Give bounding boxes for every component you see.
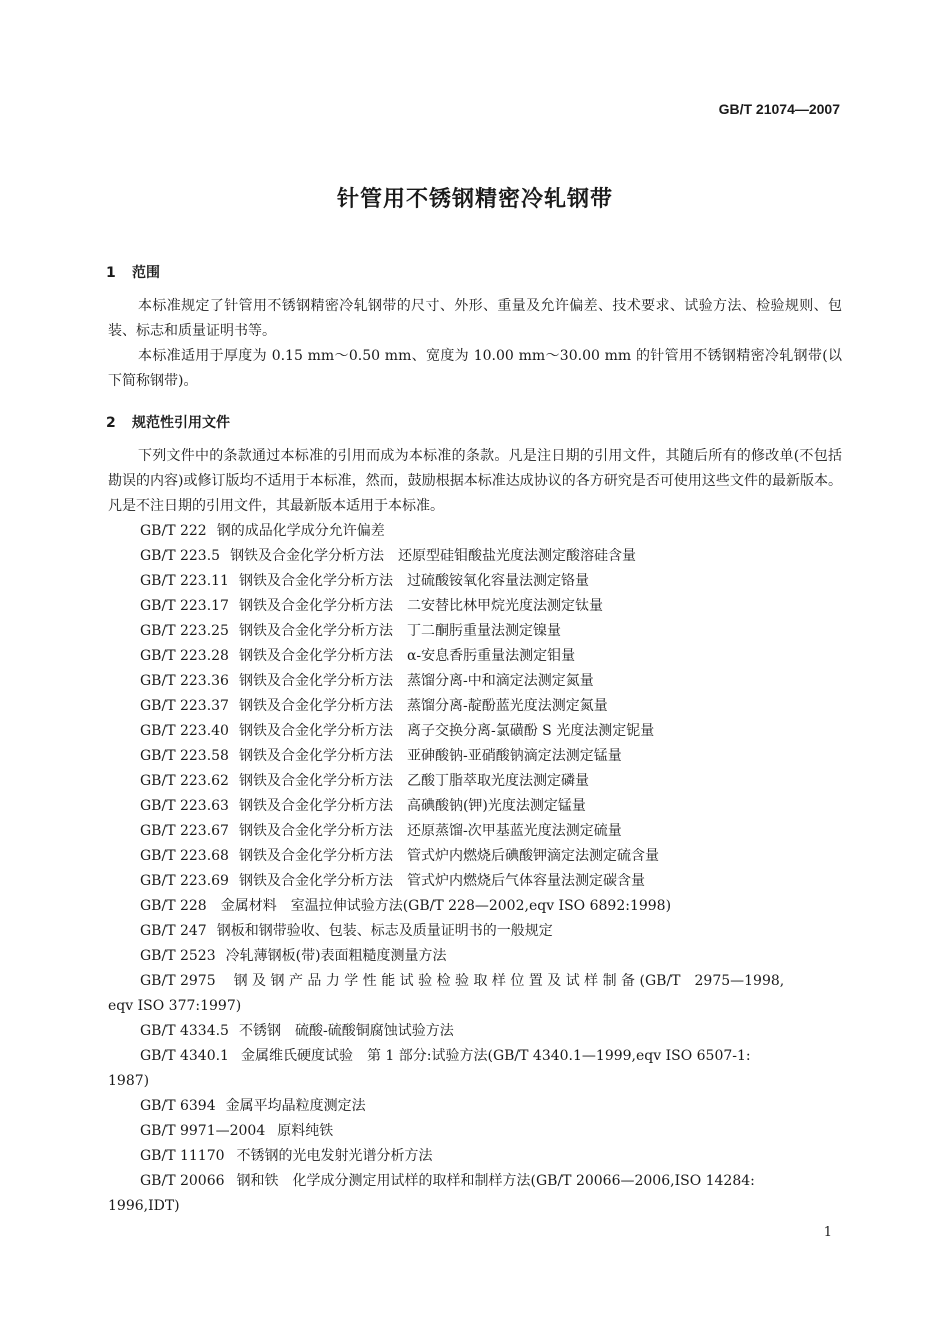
reference-item [140,669,594,694]
reference-title: 钢铁及合金化学分析方法 离子交换分离-氯磺酚 S 光度法测定铌量 [238,723,655,739]
reference-item [140,969,784,994]
reference-item [140,844,659,869]
reference-code: GB/T 223.62 [140,773,229,789]
reference-item [140,1044,751,1069]
reference-code: GB/T 223.36 [140,673,229,689]
reference-title: 金属维氏硬度试验 第 1 部分:试验方法(GB/T 4340.1—1999,eqv ISO 6507-1: [240,1048,751,1064]
reference-item [140,794,586,819]
reference-code: GB/T 223.25 [140,623,229,639]
scope-paragraph-2: 本标准适用于厚度为 0.15 mm～0.50 mm、宽度为 10.00 mm～30.00 mm 的针管用不锈钢精密冷轧钢带(以下简称钢带)。 [108,348,842,389]
reference-item [140,594,603,619]
reference-title: 金属平均晶粒度测定法 [225,1098,366,1114]
reference-code: GB/T 228 [140,898,207,914]
reference-title: 钢铁及合金化学分析方法 管式炉内燃烧后气体容量法测定碳含量 [238,873,645,889]
reference-item [140,744,622,769]
reference-code: GB/T 223.63 [140,798,229,814]
reference-title: 钢铁及合金化学分析方法 还原蒸馏-次甲基蓝光度法测定硫量 [238,823,622,839]
section-heading-normative-references [106,412,230,432]
reference-code: GB/T 223.58 [140,748,229,764]
reference-continuation: 1996,IDT) [108,1198,180,1214]
section-title: 范围 [132,265,160,281]
reference-item [140,544,636,569]
reference-item [140,919,553,944]
reference-title: 钢铁及合金化学分析方法 亚砷酸钠-亚硝酸钠滴定法测定锰量 [238,748,622,764]
reference-title: 钢 及 钢 产 品 力 学 性 能 试 验 检 验 取 样 位 置 及 试 样 制 备 (GB/T 2975—1998, [233,973,785,989]
reference-code: GB/T 4340.1 [140,1048,229,1064]
reference-title: 冷轧薄钢板(带)表面粗糙度测量方法 [225,948,447,964]
document-title: 针管用不锈钢精密冷轧钢带 [336,187,613,212]
reference-item [140,1119,333,1144]
reference-code: GB/T 4334.5 [140,1023,229,1039]
reference-code: GB/T 6394 [140,1098,216,1114]
reference-title: 钢和铁 化学成分测定用试样的取样和制样方法(GB/T 20066—2006,ISO 14284: [236,1173,755,1189]
reference-item [140,769,589,794]
reference-code: GB/T 223.17 [140,598,229,614]
reference-title: 钢铁及合金化学分析方法 丁二酮肟重量法测定镍量 [238,623,561,639]
reference-code: GB/T 223.67 [140,823,229,839]
reference-item [140,519,385,544]
reference-item [140,644,575,669]
reference-item [140,944,447,969]
standard-number: GB/T 21074—2007 [718,101,840,117]
reference-item [140,719,654,744]
reference-title: 钢铁及合金化学分析方法 过硫酸铵氧化容量法测定铬量 [238,573,589,589]
reference-title: 不锈钢 硫酸-硫酸铜腐蚀试验方法 [238,1023,454,1039]
reference-item [140,1169,755,1194]
reference-code: GB/T 223.28 [140,648,229,664]
reference-code: GB/T 11170 [140,1148,225,1164]
reference-title: 钢铁及合金化学分析方法 二安替比林甲烷光度法测定钛量 [238,598,603,614]
reference-title: 钢板和钢带验收、包装、标志及质量证明书的一般规定 [216,923,553,939]
reference-code: GB/T 2975 [140,973,216,989]
reference-code: GB/T 222 [140,523,207,539]
reference-item [140,894,671,919]
reference-title: 钢铁及合金化学分析方法 蒸馏分离-中和滴定法测定氮量 [238,673,594,689]
section-title: 规范性引用文件 [132,415,230,431]
reference-item [140,1019,454,1044]
section-number: 2 [106,415,116,431]
reference-continuation: eqv ISO 377:1997) [108,998,242,1014]
reference-item [140,819,622,844]
reference-code: GB/T 223.40 [140,723,229,739]
reference-title: 金属材料 室温拉伸试验方法(GB/T 228—2002,eqv ISO 6892:1998) [220,898,672,914]
reference-title: 钢铁及合金化学分析方法 乙酸丁脂萃取光度法测定磷量 [238,773,589,789]
reference-code: GB/T 223.5 [140,548,221,564]
reference-code: GB/T 247 [140,923,207,939]
reference-item [140,1144,433,1169]
reference-item [140,694,608,719]
reference-title: 钢铁及合金化学分析方法 高碘酸钠(钾)光度法测定锰量 [238,798,586,814]
reference-code: GB/T 223.68 [140,848,229,864]
page-number: 1 [823,1225,832,1240]
reference-code: GB/T 2523 [140,948,216,964]
reference-item [140,869,645,894]
normref-intro-paragraph: 下列文件中的条款通过本标准的引用而成为本标准的条款。凡是注日期的引用文件，其随后所有的修改单(不包括勘误的内容)或修订版均不适用于本标准，然而，鼓励根据本标准达成协议的各方研究是否可使用这些文件的最新版本。凡是不注日期的引用文件，其最新版本适用于本标准。 [108,448,842,514]
reference-continuation: 1987) [108,1073,150,1089]
reference-item [140,569,589,594]
reference-title: 钢铁及合金化学分析方法 α-安息香肟重量法测定钼量 [238,648,576,664]
reference-title: 钢的成品化学成分允许偏差 [216,523,385,539]
reference-code: GB/T 20066 [140,1173,225,1189]
reference-title: 钢铁及合金化学分析方法 还原型硅钼酸盐光度法测定酸溶硅含量 [230,548,637,564]
section-number: 1 [106,265,116,281]
reference-item [140,1094,366,1119]
reference-title: 钢铁及合金化学分析方法 蒸馏分离-靛酚蓝光度法测定氮量 [238,698,608,714]
reference-item [140,619,561,644]
section-heading-scope [106,262,160,282]
reference-code: GB/T 223.11 [140,573,229,589]
reference-title: 不锈钢的光电发射光谱分析方法 [236,1148,433,1164]
reference-code: GB/T 223.37 [140,698,229,714]
reference-title: 钢铁及合金化学分析方法 管式炉内燃烧后碘酸钾滴定法测定硫含量 [238,848,659,864]
reference-code: GB/T 9971—2004 [140,1123,266,1139]
scope-paragraph-1: 本标准规定了针管用不锈钢精密冷轧钢带的尺寸、外形、重量及允许偏差、技术要求、试验方法、检验规则、包装、标志和质量证明书等。 [108,298,842,339]
reference-code: GB/T 223.69 [140,873,229,889]
reference-title: 原料纯铁 [277,1123,334,1139]
